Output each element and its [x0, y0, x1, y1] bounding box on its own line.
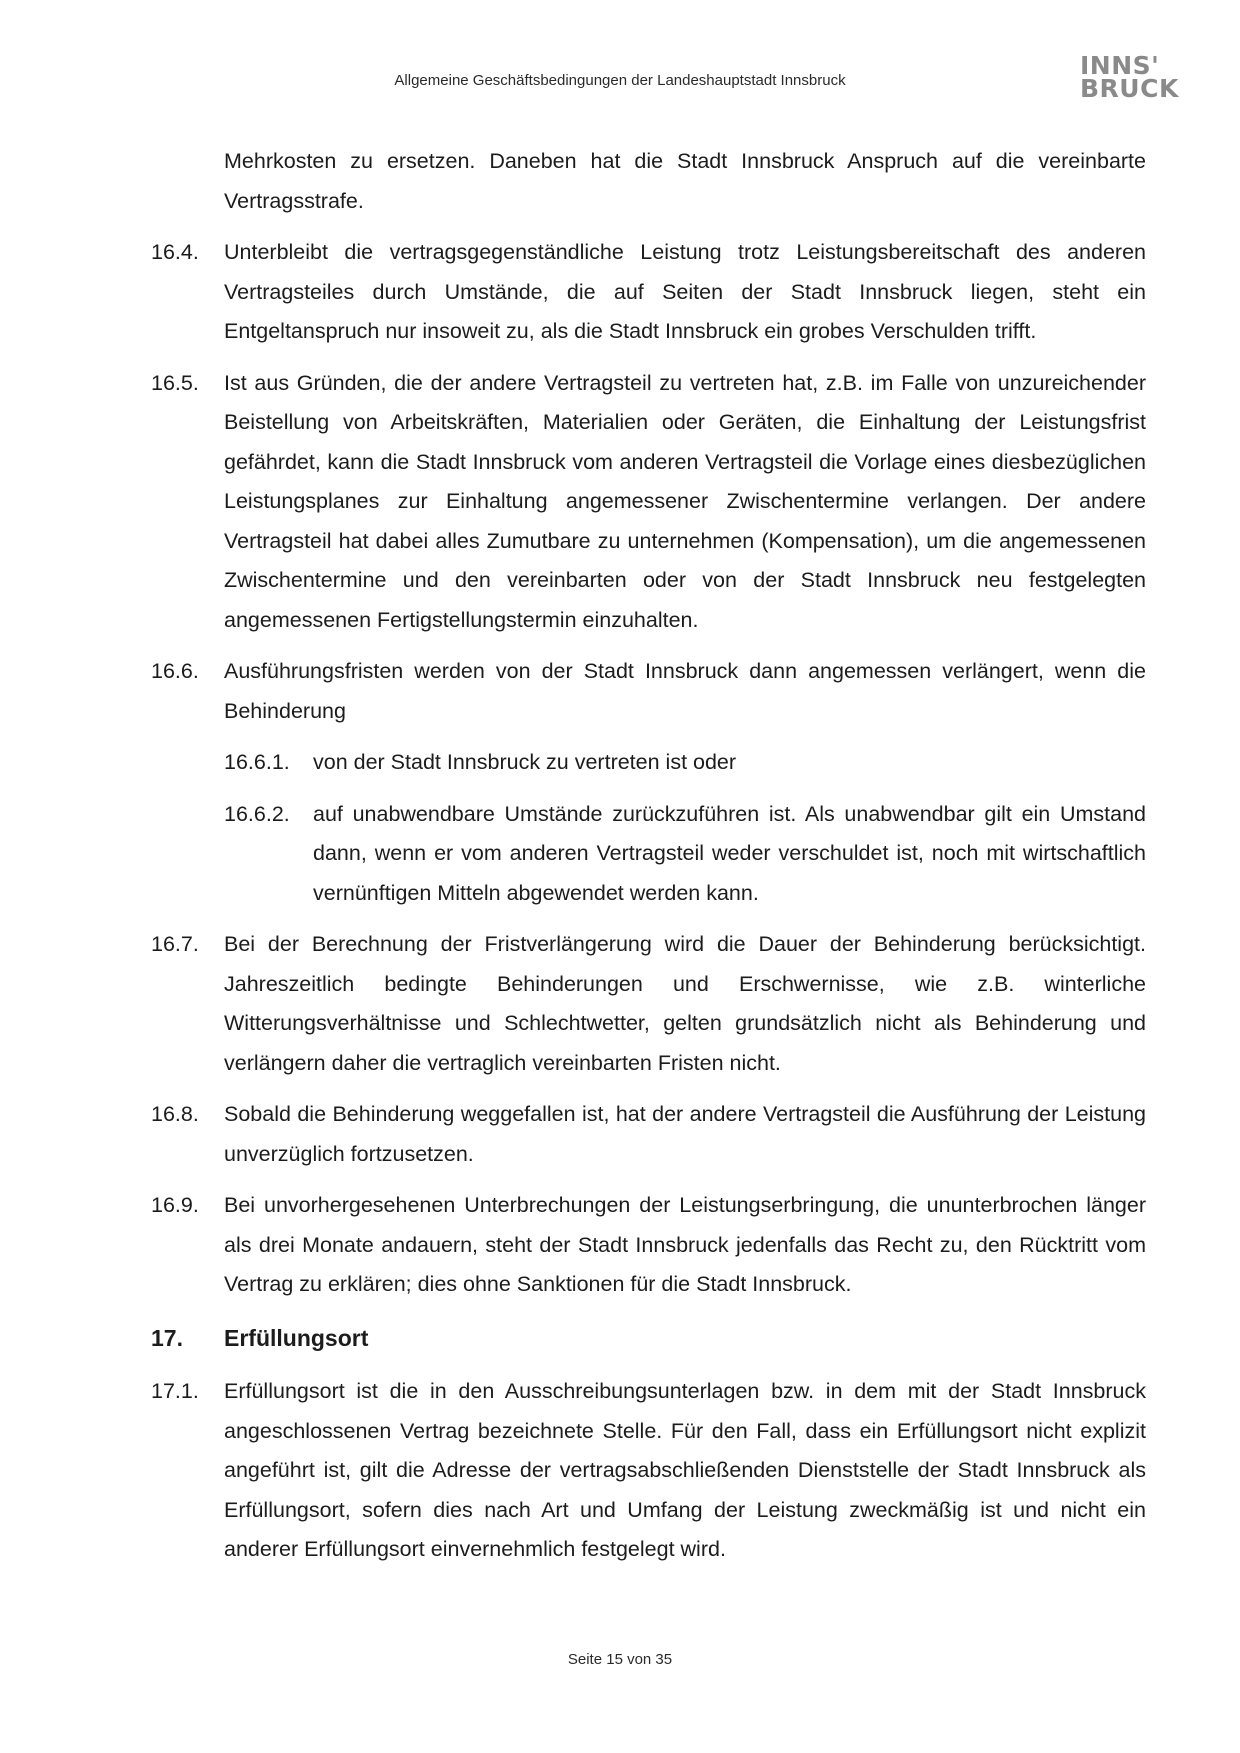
clause-text: Unterbleibt die vertragsgegenständliche Leistung trotz Leistungsbereitschaft des anderen Vertragsteiles durch Umstände, die auf Seiten der Stadt Innsbruck liegen, steht ein Entgeltanspruch nur insoweit zu, als die Stadt Innsbruck ein grobes Verschulden trifft.	[224, 240, 1146, 343]
section-number: 17.	[151, 1324, 183, 1351]
clause-number: 16.9.	[151, 1193, 199, 1217]
page-header: Allgemeine Geschäftsbedingungen der Landeshauptstadt Innsbruck	[394, 72, 846, 89]
clause-number: 16.6.	[151, 659, 199, 683]
clause-text: Ist aus Gründen, die der andere Vertragsteil zu vertreten hat, z.B. im Falle von unzureichender Beistellung von Arbeitskräften, Materialien oder Geräten, die Einhaltung der Leistungsfrist gefährdet, kann die Stadt Innsbruck vom anderen Vertragsteil die Vorlage eines diesbezüglichen Leistungsplanes zur Einhaltung angemessener Zwischentermine verlangen. Der andere Vertragsteil hat dabei alles Zumutbare zu unternehmen (Kompensation), um die angemessenen Zwischentermine und den vereinbarten oder von der Stadt Innsbruck neu festgelegten angemessenen Fertigstellungstermin einzuhalten.	[224, 370, 1146, 632]
clause-16-9	[151, 1186, 1146, 1305]
page-number: Seite 15 von 35	[567, 1651, 673, 1668]
innsbruck-logo	[1080, 51, 1179, 103]
logo-line-1: INNS'	[1080, 51, 1160, 80]
continuation-paragraph: Mehrkosten zu ersetzen. Daneben hat die Stadt Innsbruck Anspruch auf die vereinbarte Vertragsstrafe.	[224, 149, 1146, 213]
clause-16-5	[151, 364, 1146, 641]
clause-number: 16.7.	[151, 932, 199, 956]
subclause-number: 16.6.1.	[224, 750, 290, 774]
subclause-number: 16.6.2.	[224, 801, 290, 826]
clause-17-1	[151, 1372, 1146, 1570]
clause-number: 16.4.	[151, 240, 199, 264]
clause-16-7	[151, 925, 1146, 1083]
clause-number: 16.8.	[151, 1102, 199, 1126]
clause-number: 16.5.	[151, 370, 199, 395]
clause-number: 17.1.	[151, 1379, 199, 1403]
clause-text: Sobald die Behinderung weggefallen ist, hat der andere Vertragsteil die Ausführung der Leistung unverzüglich fortzusetzen.	[224, 1102, 1146, 1166]
document-body	[151, 142, 1146, 1582]
clause-text: Erfüllungsort ist die in den Ausschreibungsunterlagen bzw. in dem mit der Stadt Innsbruck angeschlossenen Vertrag bezeichnete Stelle. Für den Fall, dass ein Erfüllungsort nicht explizit angeführt ist, gilt die Adresse der vertragsabschließenden Dienststelle der Stadt Innsbruck als Erfüllungsort, sofern dies nach Art und Umfang der Leistung zweckmäßig ist und nicht ein anderer Erfüllungsort einvernehmlich festgelegt wird.	[224, 1379, 1146, 1561]
clause-16-4	[151, 233, 1146, 352]
clause-text: Bei unvorhergesehenen Unterbrechungen der Leistungserbringung, die ununterbrochen länger als drei Monate andauern, steht der Stadt Innsbruck jedenfalls das Recht zu, den Rücktritt vom Vertrag zu erklären; dies ohne Sanktionen für die Stadt Innsbruck.	[224, 1193, 1146, 1296]
clause-16-6	[151, 652, 1146, 731]
subclause-text: auf unabwendbare Umstände zurückzuführen ist. Als unabwendbar gilt ein Umstand dann, wenn er vom anderen Vertragsteil weder verschuldet ist, noch mit wirtschaftlich vernünftigen Mitteln abgewendet werden kann.	[313, 801, 1146, 905]
clause-16-6-1	[224, 743, 1146, 783]
clause-16-8	[151, 1095, 1146, 1174]
logo-line-2: BRUCK	[1080, 74, 1179, 103]
subclause-text: von der Stadt Innsbruck zu vertreten ist oder	[313, 750, 737, 774]
section-heading-17	[151, 1319, 1146, 1359]
clause-16-6-2	[224, 795, 1146, 914]
clause-text: Ausführungsfristen werden von der Stadt Innsbruck dann angemessen verlängert, wenn die Behinderung	[224, 659, 1146, 723]
clause-text: Bei der Berechnung der Fristverlängerung wird die Dauer der Behinderung berücksichtigt. Jahreszeitlich bedingte Behinderungen und Erschwernisse, wie z.B. winterliche Witterungsverhältnisse und Schlechtwetter, gelten grundsätzlich nicht als Behinderung und verlängern daher die vertraglich vereinbarten Fristen nicht.	[224, 932, 1146, 1075]
section-title: Erfüllungsort	[224, 1324, 369, 1351]
